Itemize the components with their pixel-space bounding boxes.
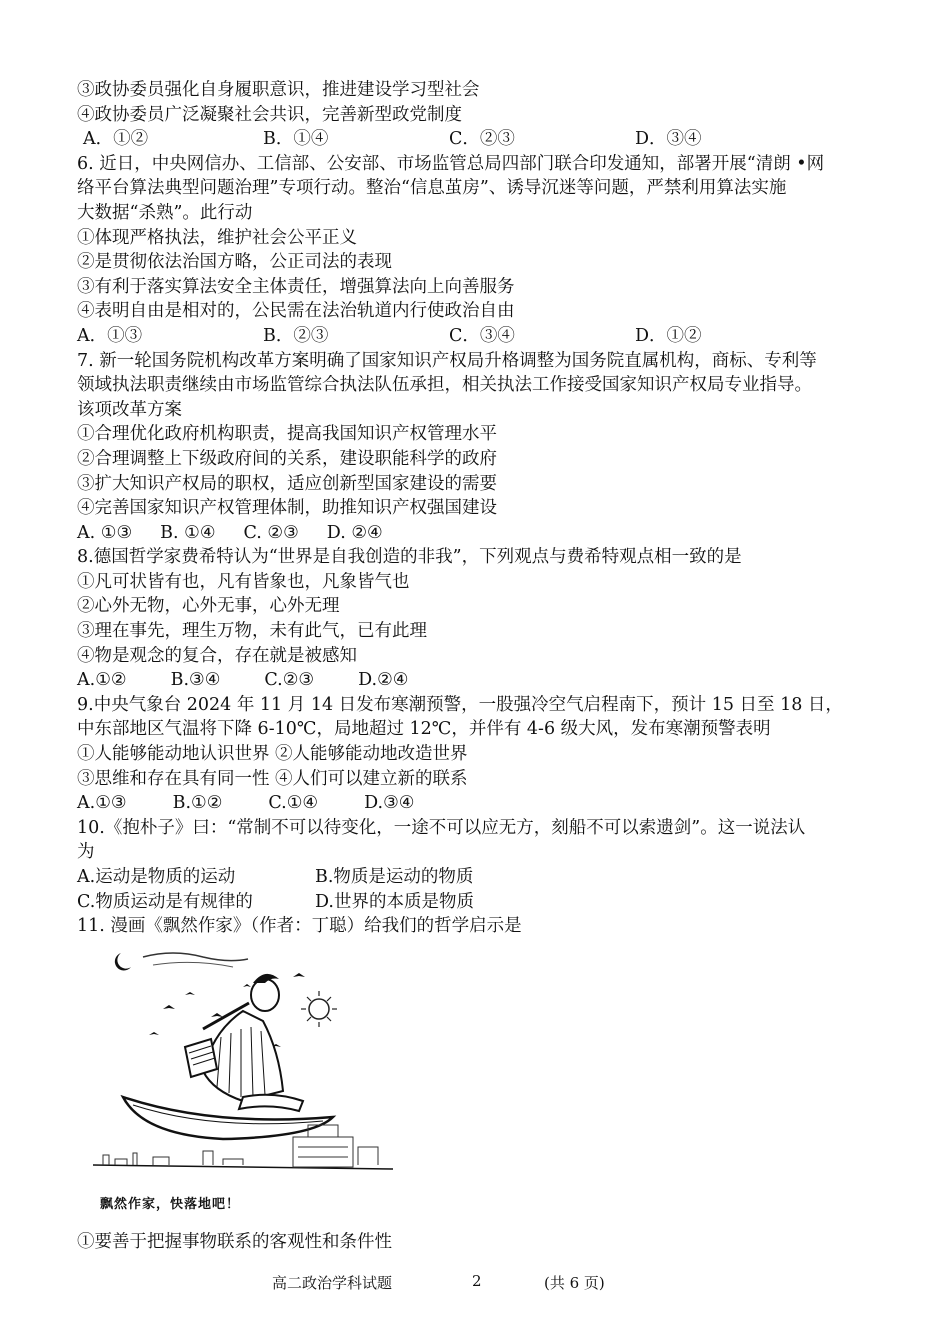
q8-options: [77, 668, 877, 693]
q5-option-a: A．①②: [83, 129, 149, 150]
cartoon-caption: 飘然作家，快落地吧！: [100, 1197, 241, 1212]
q6-stem-line-1: 6. 近日，中央网信办、工信部、公安部、市场监管总局四部门联合印发通知，部署开展“清朗 •网: [77, 153, 825, 174]
q7-item-1: ①合理优化政府机构职责，提高我国知识产权管理水平: [77, 424, 497, 445]
q10-options-row-1: [77, 865, 877, 890]
q9-option-c: C.①④: [268, 793, 319, 814]
cartoon-drawing: [93, 947, 393, 1187]
q8-item-4: ④物是观念的复合，存在就是被感知: [77, 645, 357, 666]
q8-stem: 8.德国哲学家费希特认为“世界是自我创造的非我”，下列观点与费希特观点相一致的是: [77, 547, 742, 568]
q6-item-3: ③有利于落实算法安全主体责任，增强算法向上向善服务: [77, 276, 515, 297]
q10-stem-line-2: 为: [77, 842, 95, 863]
q6-item-2: ②是贯彻依法治国方略，公正司法的表现: [77, 252, 392, 273]
q7-option-c: C. ②③: [243, 522, 299, 543]
q10-options-row-2: [77, 890, 877, 915]
q5-option-d: D．③④: [635, 129, 702, 150]
exam-page: [77, 78, 877, 1227]
q9-items-line-1: ①人能够能动地认识世界 ②人能够能动地改造世界: [77, 744, 468, 765]
q8-option-b: B.③④: [170, 670, 221, 691]
q10-option-b: B.物质是运动的物质: [315, 867, 474, 887]
q8-option-d: D.②④: [358, 670, 409, 691]
q7-option-a: A. ①③: [77, 522, 133, 543]
q9-option-a: A.①③: [77, 793, 127, 814]
q7-item-3: ③扩大知识产权局的职权，适应创新型国家建设的需要: [77, 473, 497, 494]
q7-stem-line-3: 该项改革方案: [77, 399, 182, 420]
q7-option-d: D. ②④: [326, 522, 383, 543]
q8-item-3: ③理在事先，理生万物，未有此气，已有此理: [77, 621, 427, 642]
q7-options: [77, 521, 877, 546]
q7-item-4: ④完善国家知识产权管理体制，助推知识产权强国建设: [77, 498, 497, 519]
q8-option-a: A.①②: [77, 670, 127, 691]
q9-stem-line-2: 中东部地区气温将下降 6-10℃，局地超过 12℃，并伴有 4-6 级大风，发布寒潮预警表明: [77, 719, 771, 740]
q6-stem-line-3: 大数据“杀熟”。此行动: [77, 202, 253, 223]
q7-stem-line-2: 领域执法职责继续由市场监管综合执法队伍承担，相关执法工作接受国家知识产权局专业指导。: [77, 375, 812, 396]
footer-total-pages: (共 6 页): [544, 1274, 605, 1292]
q10-option-c: C.物质运动是有规律的: [77, 891, 253, 912]
q5-item-3: ③政协委员强化自身履职意识，推进建设学习型社会: [77, 80, 480, 100]
q6-options: [77, 324, 877, 349]
q11-stem: 11. 漫画《飘然作家》（作者：丁聪）给我们的哲学启示是: [77, 916, 522, 937]
q9-option-d: D.③④: [364, 793, 415, 814]
q9-options: [77, 791, 877, 816]
q6-option-c: C．③④: [449, 325, 515, 346]
q8-option-c: C.②③: [264, 670, 315, 691]
q5-item-4: ④政协委员广泛凝聚社会共识，完善新型政党制度: [77, 104, 462, 125]
q6-option-d: D．①②: [635, 325, 702, 346]
q9-items-line-2: ③思维和存在具有同一性 ④人们可以建立新的联系: [77, 768, 468, 789]
q6-option-b: B．②③: [263, 325, 329, 346]
q11-item-1: ①要善于把握事物联系的客观性和条件性: [77, 1232, 392, 1252]
q8-item-2: ②心外无物，心外无事，心外无理: [77, 596, 340, 617]
q5-option-b: B．①④: [263, 129, 329, 150]
footer-title: 高二政治学科试题: [272, 1274, 393, 1292]
q6-item-4: ④表明自由是相对的，公民需在法治轨道内行使政治自由: [77, 301, 515, 322]
q9-option-b: B.①②: [172, 793, 223, 814]
q7-option-b: B. ①④: [160, 522, 216, 543]
q6-item-1: ①体现严格执法，维护社会公平正义: [77, 227, 357, 248]
footer-page-number: 2: [472, 1272, 482, 1290]
q9-stem-line-1: 9.中央气象台 2024 年 11 月 14 日发布寒潮预警，一股强冷空气启程南下，预计 15 日至 18 日，: [77, 694, 843, 715]
cartoon-illustration: [93, 947, 393, 1227]
q10-option-d: D.世界的本质是物质: [315, 891, 474, 912]
q8-item-1: ①凡可状皆有也，凡有皆象也，凡象皆气也: [77, 571, 410, 592]
q7-stem-line-1: 7. 新一轮国务院机构改革方案明确了国家知识产权局升格调整为国务院直属机构，商标、专利等: [77, 350, 817, 371]
q5-option-c: C．②③: [449, 129, 515, 150]
q6-option-a: A．①③: [77, 325, 143, 346]
q10-stem-line-1: 10.《抱朴子》曰：“常制不可以待变化，一途不可以应无方，刻船不可以索遗剑”。这一说法认: [77, 817, 806, 838]
q7-item-2: ②合理调整上下级政府间的关系，建设职能科学的政府: [77, 448, 497, 469]
q6-stem-line-2: 络平台算法典型问题治理”专项行动。整治“信息茧房”、诱导沉迷等问题，严禁利用算法实施: [77, 178, 787, 199]
q5-options: [77, 127, 877, 152]
q10-option-a: A.运动是物质的运动: [77, 867, 236, 887]
